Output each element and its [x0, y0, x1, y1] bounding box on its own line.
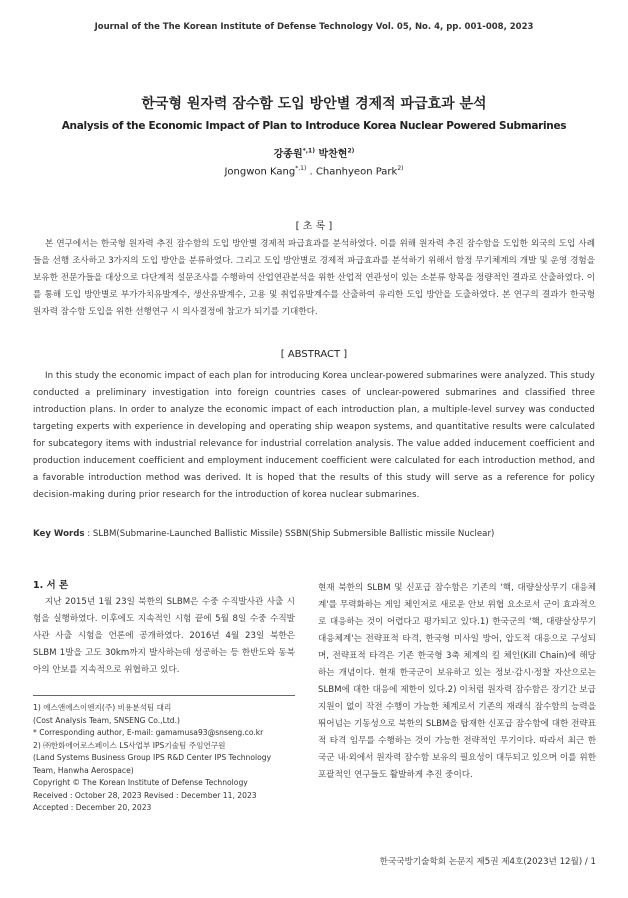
footnote-line: (Cost Analysis Team, SNSENG Co.,Ltd.) [33, 715, 181, 725]
keywords-list: : SLBM(Submarine-Launched Ballistic Missile) SSBN(Ship Submersible Ballistic missile Nuclear) [84, 529, 495, 539]
footnotes [33, 702, 303, 815]
author-2-affil-en: 2) [397, 165, 404, 172]
section-1-right-column: 현재 북한의 SLBM 및 신포급 잠수함은 기존의 '핵, 대량살상무기 대응체계'를 무력화하는 게임 체인저로 새로운 안보 위협 요소로서 군이 효과적으로 대응하는 것이 어렵다고 평가되고 있다.1) 한국군의 '핵, 대량살상무기 대응체계'는 전략표적 타격, 한국형 미사일 방어, 압도적 대응으로 구성되며, 전략표적 타격은 기존 한국형 3축 체계의 킬 체인(Kill Chain)에 해당하는 개념이다. 현재 한국군이 보유하고 있는 정보·감시·정찰 자산으로는 SLBM에 대한 대응에 제한이 있다.2) 이처럼 원자력 잠수함은 장기간 보급 지원이 없이 작전 수행이 가능한 체계로서 기존의 재래식 잠수함의 능력을 뛰어넘는 기동성으로 북한의 SLBM을 탑재한 신포급 잠수함에 대한 전략표적 타격 임무를 수행하는 것이 가능한 전략적인 무기이다. 따라서 최근 한국군 내·외에서 원자력 잠수함 보유의 필요성이 대두되고 있으며 이를 위한 포괄적인 연구들도 활발하게 추진 중이다. [318, 583, 596, 780]
keywords [33, 529, 494, 539]
footnote-line: Received : October 28, 2023 Revised : December 11, 2023 [33, 790, 257, 800]
footnote-line: Team, Hanwha Aerospace) [33, 765, 134, 775]
abstract-english: In this study the economic impact of each plan for introducing Korea unclear-powered submarines were analyzed. This study conducted a preliminary investigation into foreign countries cases of unclear-powered submarines and classified three introduction plans. In order to analyze the economic impact of each introduction plan, a multiple-level survey was conducted targeting experts with experience in developing and operating ship weapon systems, and quantitative results were calculated for subcategory items with industrial relevance for industrial correlation analysis. The value added inducement coefficient and production inducement coefficient and employment inducement coefficient were calculated for each introduction method, and a favorable introduction method was derived. It is hoped that the results of this study will serve as a reference for policy decision-making during prior research for the introduction of korea nuclear submarines. [33, 371, 595, 500]
author-2-affil-ko: 2) [347, 147, 355, 155]
author-1-affil-en: *,1) [295, 165, 307, 172]
author-2-name-ko: 박찬현 [318, 149, 348, 160]
footnote-line: 1) 에스앤에스이엔지(주) 비용분석팀 대리 [33, 703, 172, 712]
authors-english [0, 165, 628, 177]
footnote-line: Copyright © The Korean Institute of Defense Technology [33, 778, 248, 787]
section-1-left-column: 지난 2015년 1월 23일 북한의 SLBM은 수중 수직발사관 사출 시험을 실행하였다. 이후에도 지속적인 시험 끝에 5월 8일 수중 수직발사관 사출 시험을 언론에 공개하였다. 2016년 4월 23일 북한은 SLBM 1발을 고도 30km까지 발사하는데 성공하는 등 한반도와 동북아의 안보를 지속적으로 위협하고 있다. [33, 597, 295, 675]
footnote-line: 2) ㈜한화에어로스페이스 LS사업부 IPS기술팀 주임연구원 [33, 740, 226, 750]
keywords-label: Key Words [33, 529, 85, 539]
footnote-line: (Land Systems Business Group IPS R&D Center IPS Technology [33, 753, 272, 762]
author-1-affil-ko: *,1) [302, 147, 315, 155]
section-1-heading: 1. 서 론 [33, 580, 69, 591]
author-1-name-ko: 강종원 [273, 149, 303, 160]
paper-title-korean: 한국형 원자력 잠수함 도입 방안별 경제적 파급효과 분석 [141, 96, 487, 112]
abstract-korean: 본 연구에서는 한국형 원자력 추진 잠수함의 도입 방안별 경제적 파급효과를 분석하였다. 이를 위해 원자력 추진 잠수함을 도입한 외국의 도입 사례들을 선행 조사하고 3가지의 도입 방안을 분류하였다. 그리고 도입 방안별로 경제적 파급효과를 분석하기 위해서 함정 무기체계의 개발 및 운영 경험을 보유한 전문가들을 대상으로 다단계적 설문조사를 수행하여 산업연관분석을 위한 산업적 연관성이 있는 소분류 항목을 정량적인 결과로 산출하였다. 이를 통해 도입 방안별로 부가가치유발계수, 생산유발계수, 고용 및 취업유발계수를 산출하여 유리한 도입 방안을 도출하였다. 본 연구의 결과가 한국형 원자력 잠수함 도입을 위한 선행연구 시 의사결정에 참고가 되기를 기대한다. [33, 239, 595, 317]
page-footer: 한국국방기술학회 논문지 제5권 제4호(2023년 12월) / 1 [379, 857, 596, 867]
paper-title-english: Analysis of the Economic Impact of Plan to Introduce Korea Nuclear Powered Submarines [61, 120, 567, 132]
footnote-divider [33, 695, 295, 696]
author-separator-en: . [306, 166, 316, 178]
author-2-name-en: Chanhyeon Park [315, 166, 398, 178]
authors-korean [0, 145, 628, 160]
abstract-korean-heading: [ 초 록 ] [295, 221, 333, 232]
abstract-english-heading: [ ABSTRACT ] [280, 349, 348, 360]
footnote-line: * Corresponding author, E-mail: gamamusa93@snseng.co.kr [33, 728, 264, 737]
footnote-line: Accepted : December 20, 2023 [33, 803, 152, 812]
journal-header: Journal of the The Korean Institute of Defense Technology Vol. 05, No. 4, pp. 001-008, 2023 [94, 22, 534, 32]
author-1-name-en: Jongwon Kang [224, 166, 296, 178]
